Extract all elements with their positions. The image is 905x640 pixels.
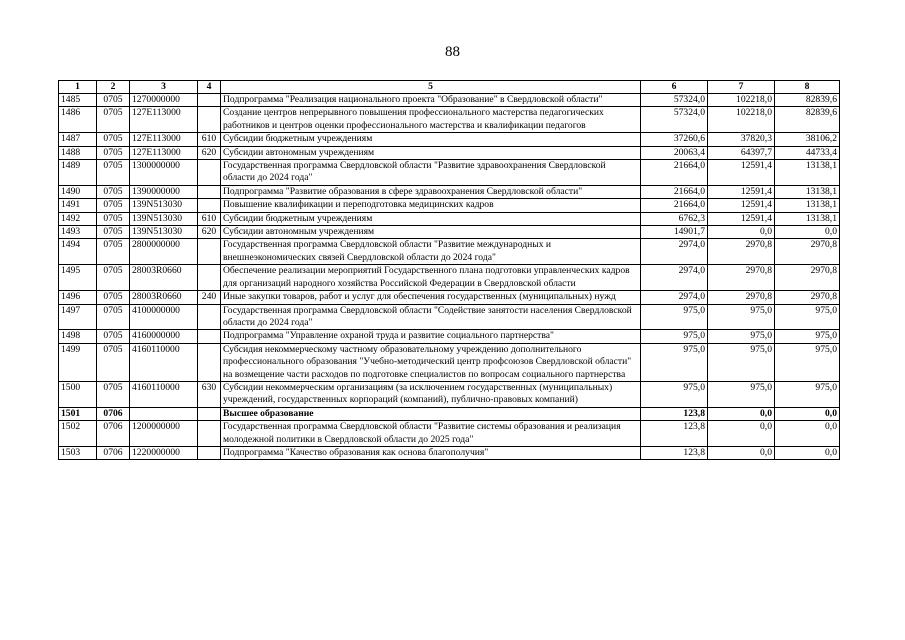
row-number: 1503 — [59, 446, 97, 459]
target-article-code: 1390000000 — [130, 185, 198, 198]
amount-year-1: 975,0 — [641, 381, 708, 407]
row-number: 1495 — [59, 265, 97, 291]
amount-year-2: 64397,7 — [708, 146, 775, 159]
amount-year-3: 0,0 — [775, 446, 840, 459]
target-article-code: 127E113000 — [130, 146, 198, 159]
row-number: 1493 — [59, 226, 97, 239]
row-number: 1502 — [59, 421, 97, 447]
target-article-code: 4100000000 — [130, 304, 198, 330]
amount-year-3: 13138,1 — [775, 199, 840, 212]
amount-year-1: 975,0 — [641, 304, 708, 330]
row-number: 1488 — [59, 146, 97, 159]
row-number: 1498 — [59, 330, 97, 343]
table-body — [59, 94, 840, 460]
table-row — [59, 330, 840, 343]
target-article-code: 1300000000 — [130, 160, 198, 186]
section-code: 0705 — [97, 133, 130, 146]
expense-type-code — [198, 265, 221, 291]
table-row — [59, 304, 840, 330]
amount-year-2: 12591,4 — [708, 199, 775, 212]
row-number: 1487 — [59, 133, 97, 146]
amount-year-2: 102218,0 — [708, 94, 775, 107]
table-row — [59, 265, 840, 291]
target-article-code: 139N513030 — [130, 212, 198, 225]
amount-year-1: 37260,6 — [641, 133, 708, 146]
target-article-code: 139N513030 — [130, 199, 198, 212]
column-header: 5 — [221, 81, 641, 94]
amount-year-2: 0,0 — [708, 226, 775, 239]
amount-year-2: 975,0 — [708, 381, 775, 407]
item-name: Подпрограмма "Реализация национального проекта "Образование" в Свердловской области" — [221, 94, 641, 107]
table-row — [59, 381, 840, 407]
amount-year-1: 20063,4 — [641, 146, 708, 159]
row-number: 1496 — [59, 291, 97, 304]
expense-type-code: 610 — [198, 133, 221, 146]
target-article-code: 1200000000 — [130, 421, 198, 447]
table-row — [59, 185, 840, 198]
target-article-code: 127E113000 — [130, 133, 198, 146]
table-row — [59, 343, 840, 381]
expense-type-code: 630 — [198, 381, 221, 407]
table-row — [59, 212, 840, 225]
expense-type-code — [198, 407, 221, 420]
amount-year-1: 975,0 — [641, 330, 708, 343]
section-code: 0705 — [97, 160, 130, 186]
column-header: 1 — [59, 81, 97, 94]
amount-year-3: 975,0 — [775, 381, 840, 407]
amount-year-3: 82839,6 — [775, 107, 840, 133]
section-code: 0705 — [97, 212, 130, 225]
amount-year-3: 13138,1 — [775, 160, 840, 186]
column-header: 8 — [775, 81, 840, 94]
table-row — [59, 239, 840, 265]
item-name: Субсидии автономным учреждениям — [221, 226, 641, 239]
column-header: 6 — [641, 81, 708, 94]
target-article-code: 28003R0660 — [130, 291, 198, 304]
amount-year-3: 13138,1 — [775, 212, 840, 225]
target-article-code: 4160110000 — [130, 343, 198, 381]
section-code: 0705 — [97, 330, 130, 343]
amount-year-3: 0,0 — [775, 226, 840, 239]
column-header: 7 — [708, 81, 775, 94]
target-article-code: 4160000000 — [130, 330, 198, 343]
amount-year-1: 6762,3 — [641, 212, 708, 225]
amount-year-2: 0,0 — [708, 421, 775, 447]
amount-year-3: 44733,4 — [775, 146, 840, 159]
target-article-code: 2800000000 — [130, 239, 198, 265]
table-row — [59, 407, 840, 420]
amount-year-2: 37820,3 — [708, 133, 775, 146]
amount-year-2: 0,0 — [708, 446, 775, 459]
amount-year-3: 975,0 — [775, 343, 840, 381]
table-row — [59, 133, 840, 146]
section-code: 0706 — [97, 446, 130, 459]
item-name: Повышение квалификации и переподготовка медицинских кадров — [221, 199, 641, 212]
amount-year-1: 123,8 — [641, 407, 708, 420]
expense-type-code: 240 — [198, 291, 221, 304]
amount-year-3: 2970,8 — [775, 239, 840, 265]
expense-type-code: 610 — [198, 212, 221, 225]
section-code: 0706 — [97, 407, 130, 420]
table-row — [59, 199, 840, 212]
page-number: 88 — [445, 44, 460, 60]
amount-year-1: 14901,7 — [641, 226, 708, 239]
amount-year-2: 12591,4 — [708, 212, 775, 225]
table-row — [59, 291, 840, 304]
expense-type-code — [198, 107, 221, 133]
expense-type-code — [198, 304, 221, 330]
row-number: 1485 — [59, 94, 97, 107]
expense-type-code — [198, 199, 221, 212]
section-code: 0705 — [97, 265, 130, 291]
amount-year-1: 2974,0 — [641, 265, 708, 291]
column-header: 3 — [130, 81, 198, 94]
expense-type-code: 620 — [198, 146, 221, 159]
item-name: Субсидии некоммерческим организациям (за исключением государственных (муниципальных) учреждений, государственных корпораций (компаний), публично-правовых компаний) — [221, 381, 641, 407]
target-article-code: 127E113000 — [130, 107, 198, 133]
amount-year-1: 57324,0 — [641, 94, 708, 107]
amount-year-3: 38106,2 — [775, 133, 840, 146]
amount-year-1: 123,8 — [641, 421, 708, 447]
expense-type-code — [198, 94, 221, 107]
amount-year-2: 975,0 — [708, 304, 775, 330]
amount-year-1: 21664,0 — [641, 199, 708, 212]
amount-year-2: 975,0 — [708, 343, 775, 381]
amount-year-3: 2970,8 — [775, 291, 840, 304]
section-code: 0705 — [97, 226, 130, 239]
row-number: 1494 — [59, 239, 97, 265]
table-row — [59, 226, 840, 239]
row-number: 1499 — [59, 343, 97, 381]
section-code: 0705 — [97, 94, 130, 107]
amount-year-2: 0,0 — [708, 407, 775, 420]
row-number: 1486 — [59, 107, 97, 133]
target-article-code — [130, 407, 198, 420]
target-article-code: 139N513030 — [130, 226, 198, 239]
amount-year-1: 21664,0 — [641, 160, 708, 186]
amount-year-2: 102218,0 — [708, 107, 775, 133]
item-name: Государственная программа Свердловской области "Развитие международных и внешнеэкономических связей Свердловской области до 2024 года" — [221, 239, 641, 265]
expense-type-code — [198, 330, 221, 343]
table-row — [59, 146, 840, 159]
amount-year-3: 0,0 — [775, 407, 840, 420]
amount-year-1: 57324,0 — [641, 107, 708, 133]
section-code: 0705 — [97, 381, 130, 407]
amount-year-2: 12591,4 — [708, 185, 775, 198]
amount-year-1: 21664,0 — [641, 185, 708, 198]
row-number: 1500 — [59, 381, 97, 407]
row-number: 1501 — [59, 407, 97, 420]
item-name: Иные закупки товаров, работ и услуг для обеспечения государственных (муниципальных) нужд — [221, 291, 641, 304]
amount-year-3: 82839,6 — [775, 94, 840, 107]
item-name: Субсидии бюджетным учреждениям — [221, 212, 641, 225]
target-article-code: 1270000000 — [130, 94, 198, 107]
item-name: Подпрограмма "Управление охраной труда и развитие социального партнерства" — [221, 330, 641, 343]
expense-type-code — [198, 421, 221, 447]
section-code: 0705 — [97, 343, 130, 381]
amount-year-1: 2974,0 — [641, 291, 708, 304]
item-name: Государственная программа Свердловской области "Содействие занятости населения Свердловской области до 2024 года" — [221, 304, 641, 330]
item-name: Субсидия некоммерческому частному образовательному учреждению дополнительного профессионального образования "Учебно-методический центр профсоюзов Свердловской области" на возмещение части расходов по подготовке специалистов по вопросам социального партнерства — [221, 343, 641, 381]
table-row — [59, 94, 840, 107]
target-article-code: 4160110000 — [130, 381, 198, 407]
amount-year-2: 2970,8 — [708, 291, 775, 304]
item-name: Подпрограмма "Качество образования как основа благополучия" — [221, 446, 641, 459]
amount-year-3: 2970,8 — [775, 265, 840, 291]
amount-year-3: 0,0 — [775, 421, 840, 447]
table-row — [59, 107, 840, 133]
section-code: 0705 — [97, 239, 130, 265]
row-number: 1492 — [59, 212, 97, 225]
amount-year-3: 975,0 — [775, 330, 840, 343]
section-code: 0705 — [97, 146, 130, 159]
row-number: 1490 — [59, 185, 97, 198]
row-number: 1497 — [59, 304, 97, 330]
table-row — [59, 421, 840, 447]
amount-year-3: 13138,1 — [775, 185, 840, 198]
row-number: 1489 — [59, 160, 97, 186]
expense-type-code — [198, 343, 221, 381]
section-code: 0706 — [97, 421, 130, 447]
expense-type-code — [198, 185, 221, 198]
item-name: Высшее образование — [221, 407, 641, 420]
target-article-code: 1220000000 — [130, 446, 198, 459]
column-header: 2 — [97, 81, 130, 94]
amount-year-1: 975,0 — [641, 343, 708, 381]
amount-year-3: 975,0 — [775, 304, 840, 330]
amount-year-1: 2974,0 — [641, 239, 708, 265]
amount-year-2: 975,0 — [708, 330, 775, 343]
table-row — [59, 160, 840, 186]
amount-year-2: 2970,8 — [708, 239, 775, 265]
item-name: Создание центров непрерывного повышения профессионального мастерства педагогических работников и центров оценки профессионального мастерства и квалификации педагогов — [221, 107, 641, 133]
target-article-code: 28003R0660 — [130, 265, 198, 291]
expense-type-code — [198, 160, 221, 186]
column-header: 4 — [198, 81, 221, 94]
section-code: 0705 — [97, 304, 130, 330]
expense-type-code — [198, 446, 221, 459]
amount-year-1: 123,8 — [641, 446, 708, 459]
budget-table — [58, 80, 840, 460]
item-name: Обеспечение реализации мероприятий Государственного плана подготовки управленческих кадров для организаций народного хозяйства Российской Федерации в Свердловской области — [221, 265, 641, 291]
item-name: Государственная программа Свердловской области "Развитие системы образования и реализация молодежной политики в Свердловской области до 2025 года" — [221, 421, 641, 447]
header-row — [59, 81, 840, 94]
section-code: 0705 — [97, 107, 130, 133]
amount-year-2: 12591,4 — [708, 160, 775, 186]
item-name: Субсидии бюджетным учреждениям — [221, 133, 641, 146]
row-number: 1491 — [59, 199, 97, 212]
amount-year-2: 2970,8 — [708, 265, 775, 291]
section-code: 0705 — [97, 291, 130, 304]
item-name: Подпрограмма "Развитие образования в сфере здравоохранения Свердловской области" — [221, 185, 641, 198]
item-name: Субсидии автономным учреждениям — [221, 146, 641, 159]
section-code: 0705 — [97, 199, 130, 212]
item-name: Государственная программа Свердловской области "Развитие здравоохранения Свердловской области до 2024 года" — [221, 160, 641, 186]
section-code: 0705 — [97, 185, 130, 198]
expense-type-code — [198, 239, 221, 265]
table-row — [59, 446, 840, 459]
expense-type-code: 620 — [198, 226, 221, 239]
